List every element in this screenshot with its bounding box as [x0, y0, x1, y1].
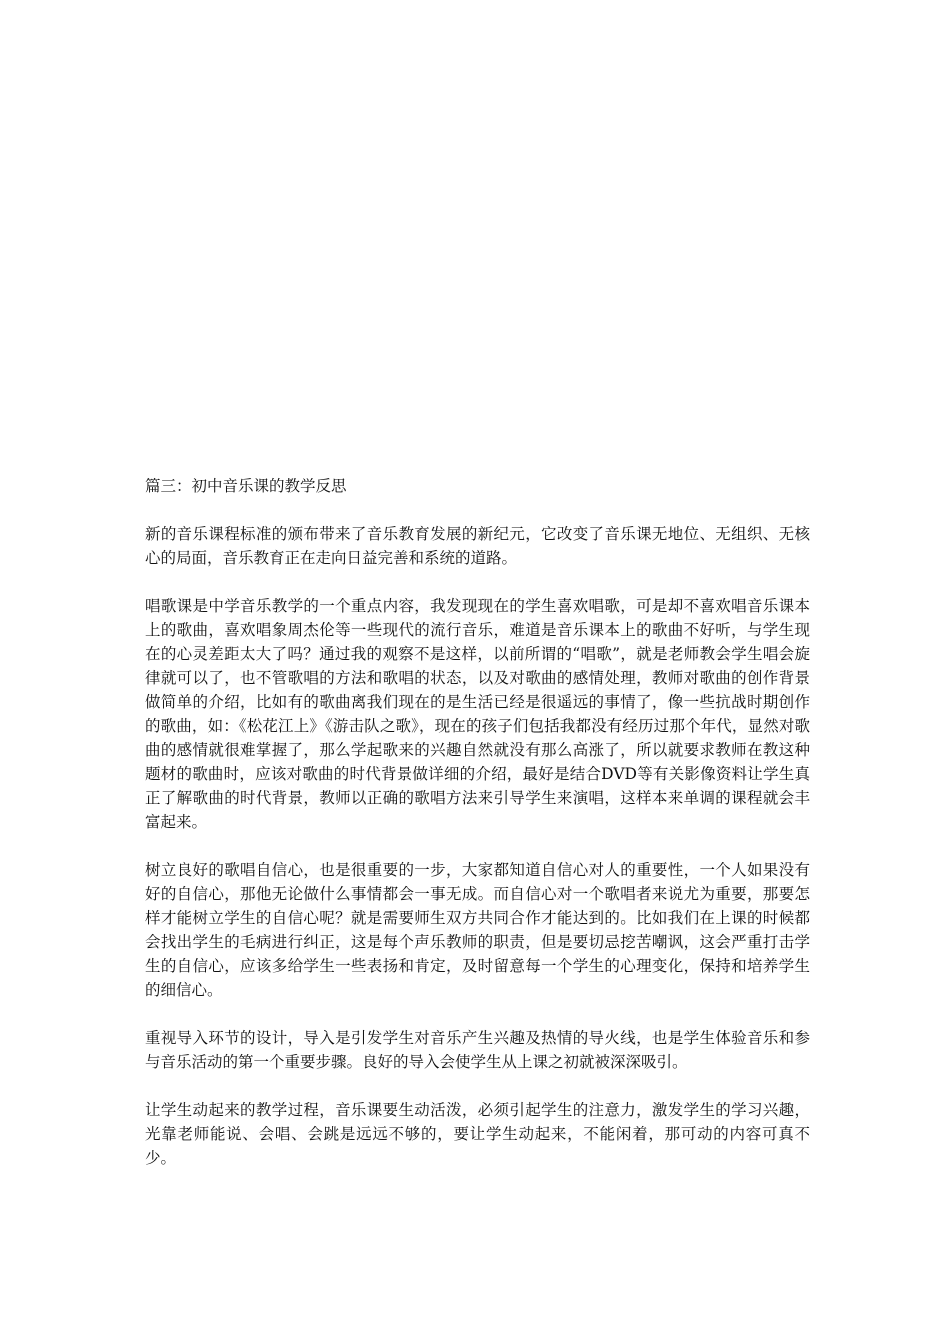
paragraph-confidence: 树立良好的歌唱自信心，也是很重要的一步，大家都知道自信心对人的重要性，一个人如果没有好的自信心，那他无论做什么事情都会一事无成。而自信心对一个歌唱者来说尤为重要，那要怎样才能树立学生的自信心呢？就是需要师生双方共同合作才能达到的。比如我们在上课的时候都会找出学生的毛病进行纠正，这是每个声乐教师的职责，但是要切忌挖苦嘲讽，这会严重打击学生的自信心，应该多给学生一些表扬和肯定，及时留意每一个学生的心理变化，保持和培养学生的细信心。 [145, 861, 810, 999]
paragraph-introduction-design: 重视导入环节的设计，导入是引发学生对音乐产生兴趣及热情的导火线，也是学生体验音乐和参与音乐活动的第一个重要步骤。良好的导入会使学生从上课之初就被深深吸引。 [145, 1029, 810, 1071]
paragraph-intro: 新的音乐课程标准的颁布带来了音乐教育发展的新纪元，它改变了音乐课无地位、无组织、无核心的局面，音乐教育正在走向日益完善和系统的道路。 [145, 525, 810, 567]
document-body [145, 474, 810, 1194]
paragraph-singing-class: 唱歌课是中学音乐教学的一个重点内容，我发现现在的学生喜欢唱歌，可是却不喜欢唱音乐课本上的歌曲，喜欢唱象周杰伦等一些现代的流行音乐，难道是音乐课本上的歌曲不好听，与学生现在的心灵差距太大了吗？通过我的观察不是这样，以前所谓的“唱歌”，就是老师教会学生唱会旋律就可以了，也不管歌唱的方法和歌唱的状态，以及对歌曲的感情处理，教师对歌曲的创作背景做简单的介绍，比如有的歌曲离我们现在的是生活已经是很遥远的事情了，像一些抗战时期创作的歌曲，如：《松花江上》《游击队之歌》，现在的孩子们包括我都没有经历过那个年代，显然对歌曲的感情就很难掌握了，那么学起歌来的兴趣自然就没有那么高涨了，所以就要求教师在教这种题材的歌曲时，应该对歌曲的时代背景做详细的介绍，最好是结合DVD等有关影像资料让学生真正了解歌曲的时代背景，教师以正确的歌唱方法来引导学生来演唱，这样本来单调的课程就会丰富起来。 [145, 597, 810, 831]
paragraph-active-learning: 让学生动起来的教学过程，音乐课要生动活泼，必须引起学生的注意力，激发学生的学习兴趣，光靠老师能说、会唱、会跳是远远不够的，要让学生动起来，不能闲着，那可动的内容可真不少。 [145, 1101, 810, 1167]
section-heading: 篇三：初中音乐课的教学反思 [145, 477, 347, 495]
